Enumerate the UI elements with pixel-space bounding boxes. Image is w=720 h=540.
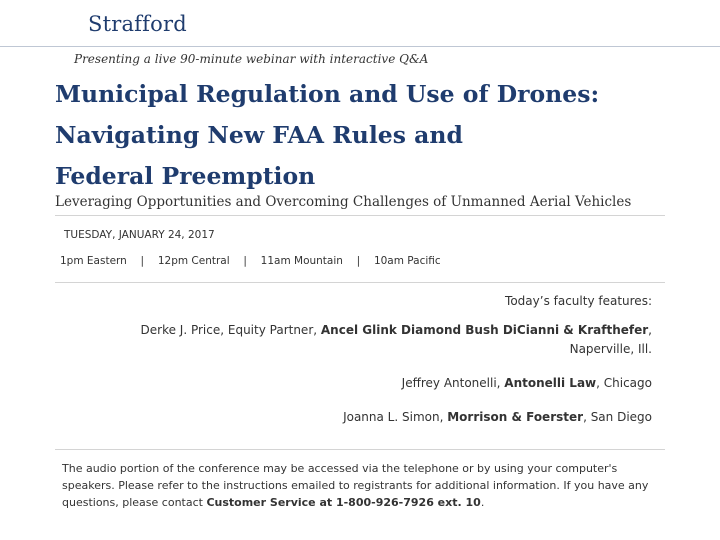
- faculty-name: Joanna L. Simon,: [343, 410, 448, 424]
- faculty-member: [92, 408, 652, 427]
- time-mountain: 11am Mountain: [260, 255, 343, 267]
- webinar-subtitle: Leveraging Opportunities and Overcoming Challenges of Unmanned Aerial Vehicles: [55, 194, 632, 210]
- schedule-divider: [55, 282, 665, 283]
- time-separator: |: [243, 255, 247, 267]
- faculty-firm: Antonelli Law: [504, 376, 597, 390]
- webinar-title: [55, 74, 695, 197]
- faculty-location: , Chicago: [596, 376, 652, 390]
- webinar-tagline: Presenting a live 90-minute webinar with interactive Q&A: [74, 52, 429, 66]
- faculty-section: [92, 294, 652, 427]
- customer-service-contact: Customer Service at 1-800-926-7926 ext. 10: [206, 496, 481, 509]
- faculty-location: ,: [648, 323, 652, 337]
- webinar-times: [60, 255, 441, 267]
- subtitle-divider: [55, 215, 665, 216]
- faculty-divider: [55, 449, 665, 450]
- footer-period: .: [480, 496, 485, 509]
- faculty-heading: Today’s faculty features:: [505, 294, 652, 308]
- audio-instructions-text: The audio portion of the conference may be accessed via the telephone or by using your computer's speakers. Please refer to the instructions emailed to registrants for additional information. If you have any questions, please contact: [62, 462, 649, 509]
- webinar-date: TUESDAY, JANUARY 24, 2017: [64, 229, 215, 241]
- faculty-member: [92, 321, 652, 359]
- time-pacific: 10am Pacific: [373, 255, 441, 267]
- faculty-location: , San Diego: [583, 410, 652, 424]
- strafford-logo: Strafford: [88, 12, 187, 36]
- faculty-location: Naperville, Ill.: [569, 342, 652, 356]
- faculty-name: Jeffrey Antonelli,: [401, 376, 505, 390]
- title-line-2: Navigating New FAA Rules and: [55, 121, 463, 149]
- audio-instructions: [62, 460, 662, 511]
- time-central: 12pm Central: [157, 255, 230, 267]
- time-separator: |: [356, 255, 361, 267]
- title-line-3: Federal Preemption: [55, 162, 316, 190]
- time-separator: |: [140, 255, 145, 267]
- header-divider: [0, 46, 720, 47]
- faculty-name: Derke J. Price, Equity Partner,: [140, 323, 321, 337]
- faculty-firm: Ancel Glink Diamond Bush DiCianni & Krafthefer: [320, 323, 649, 337]
- title-line-1: Municipal Regulation and Use of Drones:: [55, 80, 600, 108]
- faculty-firm: Morrison & Foerster: [447, 410, 584, 424]
- faculty-member: [92, 374, 652, 393]
- time-eastern: 1pm Eastern: [60, 255, 127, 267]
